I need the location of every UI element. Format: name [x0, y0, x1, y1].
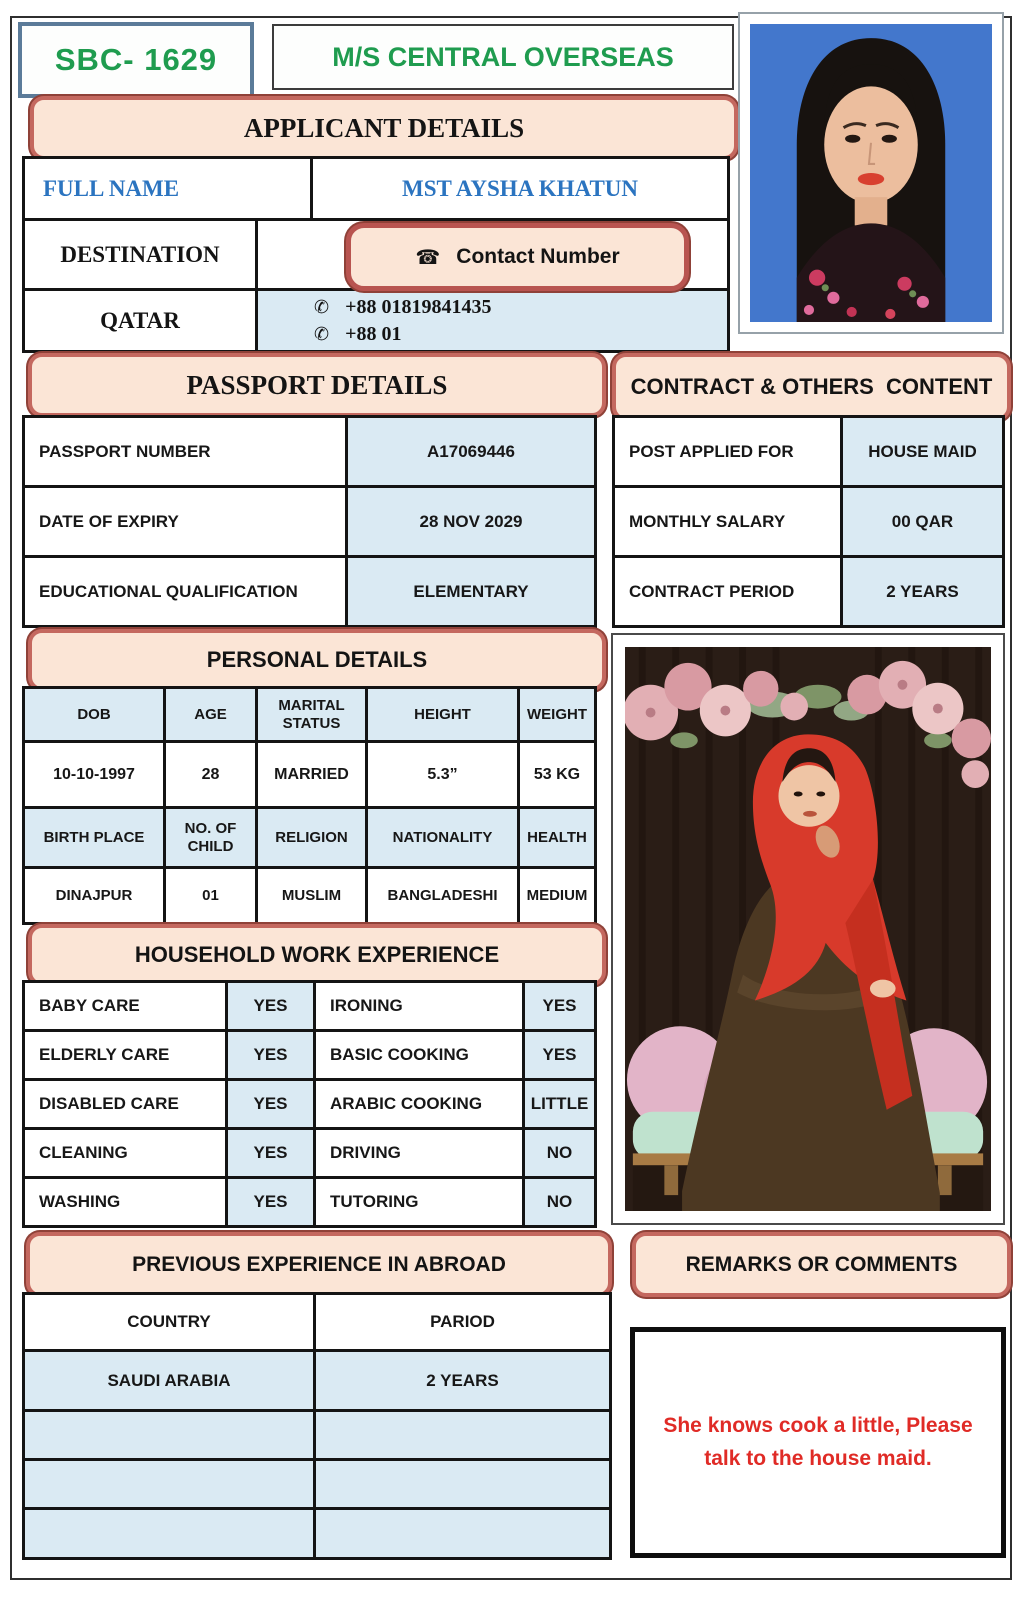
skill-answer: YES	[227, 1080, 315, 1129]
personal-value: 01	[165, 868, 257, 924]
remarks-box	[630, 1327, 1006, 1558]
period-cell: 2 YEARS	[315, 1351, 611, 1411]
previous-experience-table	[22, 1292, 612, 1560]
personal-header: MARITAL STATUS	[257, 688, 367, 742]
personal-header: HEIGHT	[367, 688, 519, 742]
destination-label: DESTINATION	[24, 220, 257, 290]
personal-value: MEDIUM	[519, 868, 596, 924]
contract-content-banner	[612, 353, 1011, 421]
period-header: PARIOD	[315, 1294, 611, 1351]
phone-number: +88 01	[345, 322, 402, 345]
skill-answer: NO	[524, 1178, 596, 1227]
phone-line	[314, 294, 726, 321]
contract-row-label: CONTRACT PERIOD	[614, 557, 842, 627]
skill-answer: LITTLE	[524, 1080, 596, 1129]
personal-value: 10-10-1997	[24, 742, 165, 808]
period-cell	[315, 1509, 611, 1559]
personal-header: RELIGION	[257, 808, 367, 868]
contact-number-label: Contact Number	[456, 245, 620, 268]
skill-answer: NO	[524, 1129, 596, 1178]
personal-header: BIRTH PLACE	[24, 808, 165, 868]
skill-answer: YES	[227, 1129, 315, 1178]
period-cell	[315, 1460, 611, 1509]
personal-details-banner	[28, 629, 606, 691]
passport-photo-illustration	[750, 24, 992, 322]
personal-header: NO. OF CHILD	[165, 808, 257, 868]
agency-name-box	[272, 24, 734, 90]
passport-details-title: PASSPORT DETAILS	[186, 369, 448, 400]
passport-photo	[738, 12, 1004, 334]
period-cell	[315, 1411, 611, 1460]
personal-header: HEALTH	[519, 808, 596, 868]
full-name-label: FULL NAME	[24, 158, 312, 220]
skill-label: BABY CARE	[24, 982, 227, 1031]
passport-row-value: A17069446	[347, 417, 596, 487]
skill-label: TUTORING	[315, 1178, 524, 1227]
skill-label: DISABLED CARE	[24, 1080, 227, 1129]
phone-number: +88 01819841435	[345, 295, 492, 318]
previous-experience-title: PREVIOUS EXPERIENCE IN ABROAD	[132, 1252, 506, 1276]
country-header: COUNTRY	[24, 1294, 315, 1351]
personal-value: BANGLADESHI	[367, 868, 519, 924]
remarks-banner	[632, 1232, 1011, 1297]
household-experience-table	[22, 980, 597, 1228]
skill-answer: YES	[524, 1031, 596, 1080]
contract-row-value: 00 QAR	[842, 487, 1004, 557]
contact-number-pill	[346, 223, 689, 291]
country-cell: SAUDI ARABIA	[24, 1351, 315, 1411]
skill-label: WASHING	[24, 1178, 227, 1227]
passport-row-label: PASSPORT NUMBER	[24, 417, 347, 487]
passport-row-label: DATE OF EXPIRY	[24, 487, 347, 557]
skill-label: IRONING	[315, 982, 524, 1031]
household-experience-banner	[28, 924, 606, 986]
phone-line	[314, 321, 726, 348]
personal-value: 5.3”	[367, 742, 519, 808]
telephone-icon: ☎	[415, 245, 441, 269]
full-body-photo	[611, 633, 1005, 1225]
passport-row-label: EDUCATIONAL QUALIFICATION	[24, 557, 347, 627]
personal-details-table	[22, 686, 597, 925]
passport-table	[22, 415, 597, 628]
skill-answer: YES	[227, 1031, 315, 1080]
applicant-details-banner	[30, 96, 738, 160]
skill-label: BASIC COOKING	[315, 1031, 524, 1080]
country-cell	[24, 1411, 315, 1460]
personal-header: WEIGHT	[519, 688, 596, 742]
skill-label: ARABIC COOKING	[315, 1080, 524, 1129]
full-name-value: MST AYSHA KHATUN	[312, 158, 729, 220]
household-experience-title: HOUSEHOLD WORK EXPERIENCE	[134, 942, 500, 967]
applicant-details-title: APPLICANT DETAILS	[243, 112, 525, 143]
personal-details-title: PERSONAL DETAILS	[206, 647, 428, 672]
contract-row-label: MONTHLY SALARY	[614, 487, 842, 557]
personal-value: MARRIED	[257, 742, 367, 808]
personal-value: DINAJPUR	[24, 868, 165, 924]
personal-header: AGE	[165, 688, 257, 742]
phone-icon: ✆	[314, 323, 330, 345]
phone-icon: ✆	[314, 296, 330, 318]
passport-details-banner	[28, 353, 606, 417]
personal-header: DOB	[24, 688, 165, 742]
contract-row-label: POST APPLIED FOR	[614, 417, 842, 487]
skill-label: DRIVING	[315, 1129, 524, 1178]
personal-value: 28	[165, 742, 257, 808]
previous-experience-banner	[26, 1232, 612, 1297]
contract-row-value: HOUSE MAID	[842, 417, 1004, 487]
full-name-table	[22, 156, 730, 221]
skill-label: ELDERLY CARE	[24, 1031, 227, 1080]
destination-value: QATAR	[24, 290, 257, 352]
contract-row-value: 2 YEARS	[842, 557, 1004, 627]
personal-value: MUSLIM	[257, 868, 367, 924]
personal-header: NATIONALITY	[367, 808, 519, 868]
country-cell	[24, 1460, 315, 1509]
country-cell	[24, 1509, 315, 1559]
reference-code-box	[18, 22, 254, 98]
skill-answer: YES	[227, 1178, 315, 1227]
skill-answer: YES	[227, 982, 315, 1031]
passport-row-value: ELEMENTARY	[347, 557, 596, 627]
contract-content-title: CONTRACT & OTHERS CONTENT	[630, 374, 993, 399]
agency-name: M/S CENTRAL OVERSEAS	[332, 41, 674, 72]
remarks-title: REMARKS OR COMMENTS	[685, 1252, 958, 1276]
phone-numbers-cell	[257, 290, 729, 352]
reference-code: SBC- 1629	[54, 42, 218, 77]
skill-answer: YES	[524, 982, 596, 1031]
passport-row-value: 28 NOV 2029	[347, 487, 596, 557]
personal-value: 53 KG	[519, 742, 596, 808]
contract-table	[612, 415, 1005, 628]
remarks-text: She knows cook a little, Please talk to the house maid.	[663, 1413, 973, 1470]
full-body-photo-illustration	[625, 647, 991, 1211]
skill-label: CLEANING	[24, 1129, 227, 1178]
